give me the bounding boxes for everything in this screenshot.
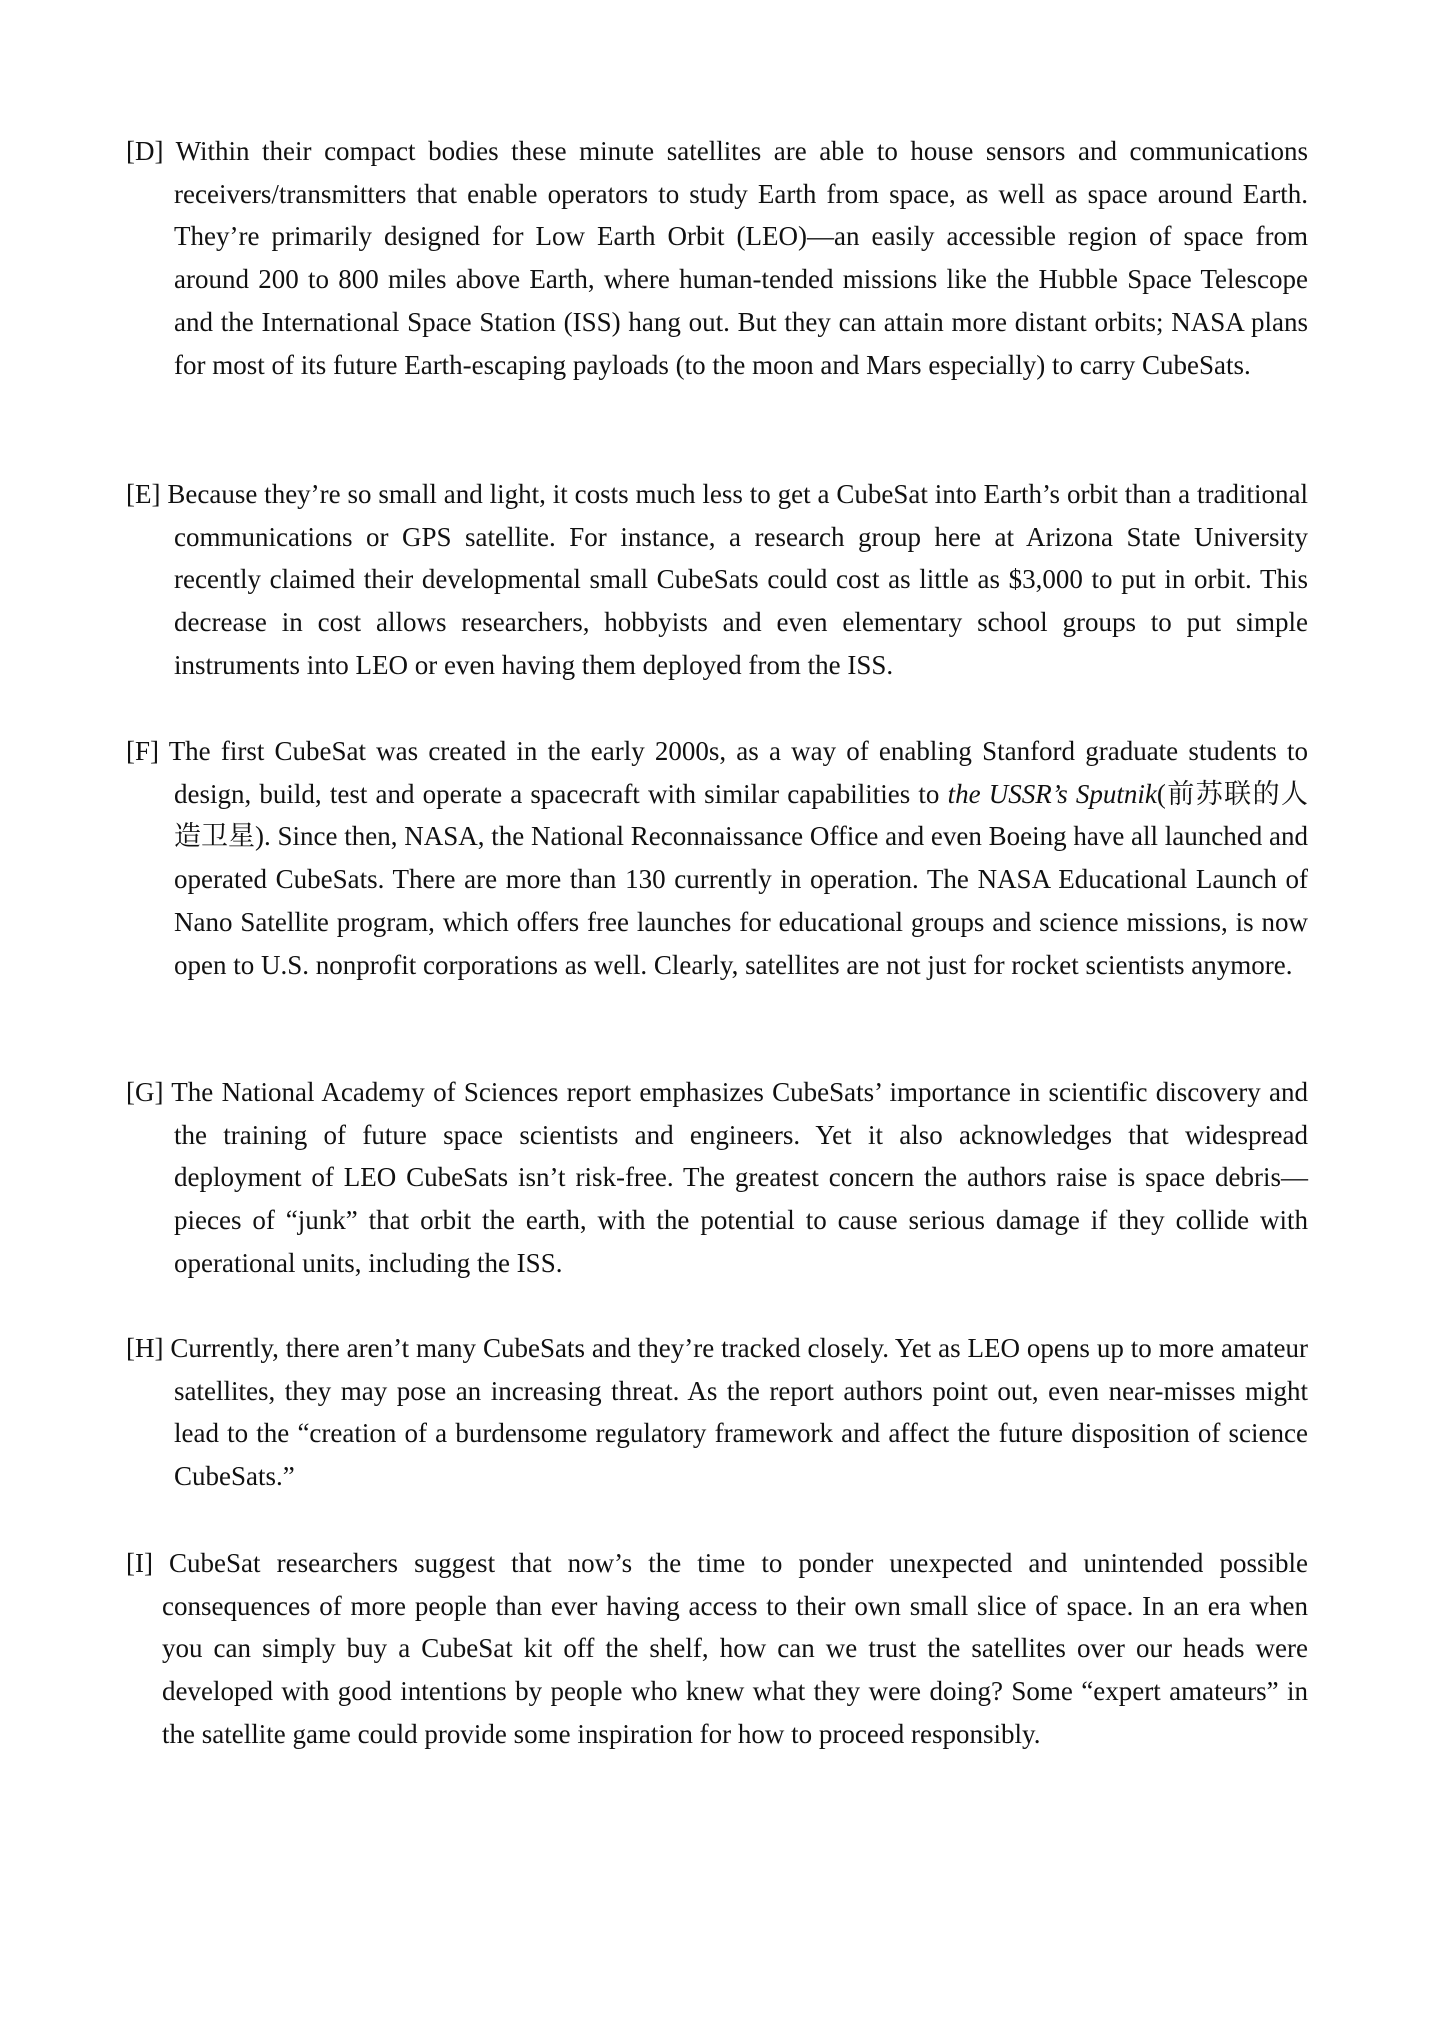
paragraph-g <box>126 1071 1308 1285</box>
paragraph-label: [E] <box>126 479 161 509</box>
paragraph-text: Within their compact bodies these minute satellites are able to house sensors and communications receivers/transmitters that enable operators to study Earth from space, as well as space around Earth. They’re primarily designed for Low Earth Orbit (LEO)—an easily accessible region of space from around 200 to 800 miles above Earth, where human-tended missions like the Hubble Space Telescope and the International Space Station (ISS) hang out. But they can attain more distant orbits; NASA plans for most of its future Earth-escaping payloads (to the moon and Mars especially) to carry CubeSats. <box>174 136 1308 380</box>
paragraph-d <box>126 130 1308 386</box>
paragraph-italic-term: the USSR’s Sputnik <box>947 778 1157 809</box>
paragraph-i <box>126 1542 1308 1756</box>
paragraph-text: The National Academy of Sciences report emphasizes CubeSats’ importance in scientific discovery and the training of future space scientists and engineers. Yet it also acknowledges that widespread deployment of LEO CubeSats isn’t risk-free. The greatest concern the authors raise is space debris—pieces of “junk” that orbit the earth, with the potential to cause serious damage if they collide with operational units, including the ISS. <box>171 1077 1308 1278</box>
paragraph-text: The first CubeSat was created in the early 2000s, as a way of enabling Stanford graduate students to design, build, test and operate a spacecraft with similar capabilities to <box>168 736 1309 809</box>
paragraph-label: [D] <box>126 136 164 166</box>
paragraph-f <box>126 730 1308 986</box>
paragraph-text: CubeSat researchers suggest that now’s the time to ponder unexpected and unintended possible consequences of more people than ever having access to their own small slice of space. In an era when you can simply buy a CubeSat kit off the shelf, how can we trust the satellites over our heads were developed with good intentions by people who knew what they were doing? Some “expert amateurs” in the satellite game could provide some inspiration for how to proceed responsibly. <box>162 1548 1308 1749</box>
paragraph-h <box>126 1327 1308 1498</box>
paragraph-label: [H] <box>126 1333 164 1363</box>
paragraph-text-continued: (前苏联的人造卫星). Since then, NASA, the National Reconnaissance Office and even Boeing have all launched and operated CubeSats. There are more than 130 currently in operation. The NASA Educational Launch of Nano Satellite program, which offers free launches for educational groups and science missions, is now open to U.S. nonprofit corporations as well. Clearly, satellites are not just for rocket scientists anymore. <box>174 778 1308 980</box>
paragraph-label: [F] <box>126 736 159 766</box>
paragraph-text: Currently, there aren’t many CubeSats and they’re tracked closely. Yet as LEO opens up to more amateur satellites, they may pose an increasing threat. As the report authors point out, even near-misses might lead to the “creation of a burdensome regulatory framework and affect the future disposition of science CubeSats.” <box>170 1333 1308 1492</box>
paragraph-text: Because they’re so small and light, it costs much less to get a CubeSat into Earth’s orbit than a traditional communications or GPS satellite. For instance, a research group here at Arizona State University recently claimed their developmental small CubeSats could cost as little as $3,000 to put in orbit. This decrease in cost allows researchers, hobbyists and even elementary school groups to put simple instruments into LEO or even having them deployed from the ISS. <box>167 479 1308 680</box>
paragraph-label: [I] <box>126 1548 153 1578</box>
paragraph-e <box>126 473 1308 687</box>
paragraph-label: [G] <box>126 1077 164 1107</box>
